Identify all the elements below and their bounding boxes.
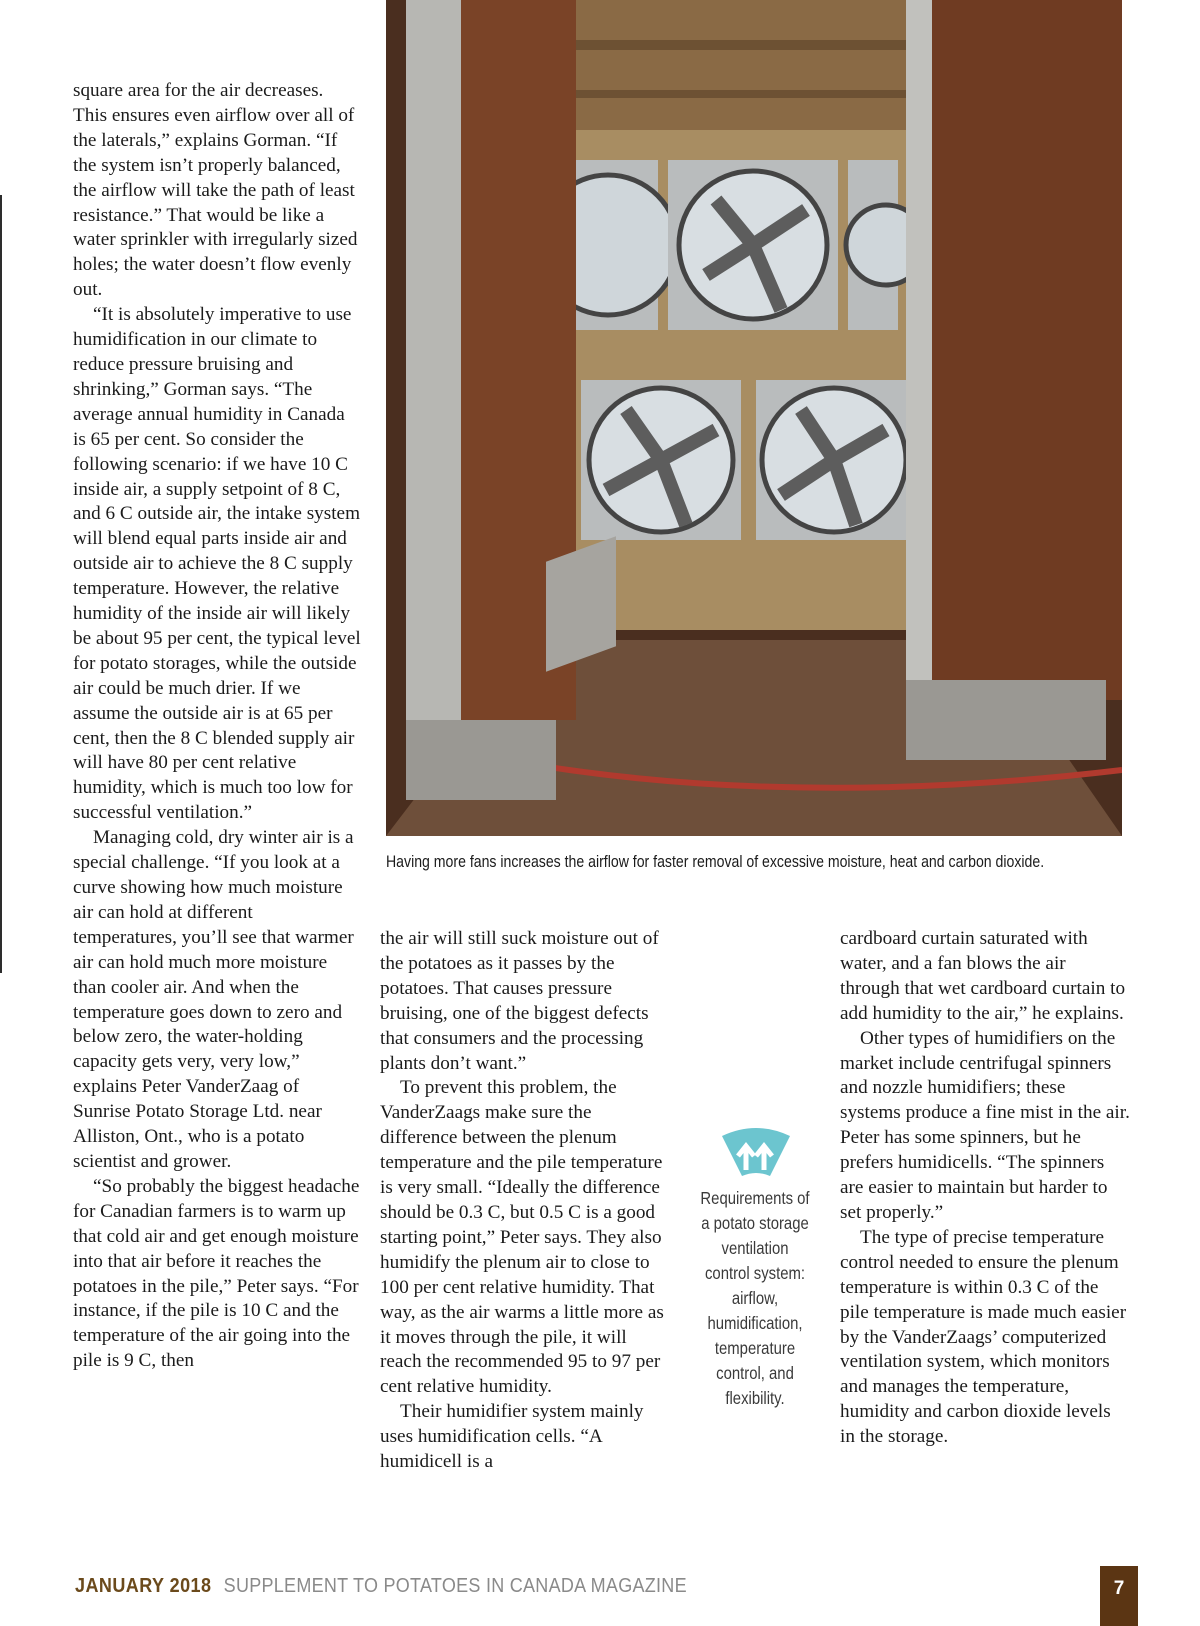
photo-caption: Having more fans increases the airflow for faster removal of excessive moisture, heat and carbon dioxide.	[386, 853, 1045, 871]
paragraph: “So probably the biggest headache for Canadian farmers is to warm up that cold air and get enough moisture into that air before it reaches the potatoes in the pile,” Peter says. “For instance, if the pile is 10 C and the temperature of the air going into the pile is 9 C, then	[73, 1175, 360, 1372]
paragraph: the air will still suck moisture out of the potatoes as it passes by the potatoes. That causes pressure bruising, one of the biggest defects that consumers and the processing plants don’t want.”	[380, 928, 659, 1074]
issue-date: JANUARY 2018	[75, 1575, 212, 1597]
paragraph: square area for the air decreases. This ensures even airflow over all of the laterals,” explains Gorman. “If the system isn’t properly balanced, the airflow will take the path of least resistance.” That would be like a water sprinkler with irregularly sized holes; the water doesn’t flow evenly out.	[73, 80, 358, 301]
article-column-1	[73, 79, 361, 1374]
article-column-2	[380, 927, 666, 1475]
fan-room-photo	[386, 0, 1122, 836]
page-number: 7	[1100, 1566, 1138, 1626]
paragraph: cardboard curtain saturated with water, and a fan blows the air through that wet cardboard curtain to add humidity to the air,” he explains.	[840, 928, 1126, 1024]
paragraph: Their humidifier system mainly uses humidification cells. “A humidicell is a	[380, 1401, 644, 1473]
paragraph: To prevent this problem, the VanderZaags make sure the difference between the plenum temperature and the pile temperature is very small. “Ideally the difference should be 0.3 C, but 0.5 C is a good starting point,” Peter says. They also humidify the plenum air to close to 100 per cent relative humidity. That way, as the air warms a little more as it moves through the pile, it will reach the recommended 95 to 97 per cent relative humidity.	[380, 1077, 664, 1398]
sidebar-callout: Requirements of a potato storage ventilation control system: airflow, humidification, temperature control, and flexibility.	[700, 1188, 810, 1408]
article-column-3	[840, 927, 1130, 1450]
page-footer	[75, 1575, 687, 1598]
publication-name: SUPPLEMENT TO POTATOES IN CANADA MAGAZINE	[223, 1575, 687, 1597]
paragraph: The type of precise temperature control needed to ensure the plenum temperature is within 0.3 C of the pile temperature is made much easier by the VanderZaags’ computerized ventilation system, which monitors and manages the temperature, humidity and carbon dioxide levels in the storage.	[840, 1226, 1127, 1448]
paragraph: Other types of humidifiers on the market include centrifugal spinners and nozzle humidifiers; these systems produce a fine mist in the air. Peter has some spinners, but he prefers humidicells. “The spinners are easier to maintain but harder to set properly.”	[840, 1027, 1130, 1223]
page-edge-rule	[0, 195, 2, 973]
paragraph: Managing cold, dry winter air is a special challenge. “If you look at a curve showing how much moisture air can hold at different temperatures, you’ll see that warmer air can hold much more moisture than cooler air. And when the temperature goes down to zero and below zero, the water-holding capacity gets very, very low,” explains Peter VanderZaag of Sunrise Potato Storage Ltd. near Alliston, Ont., who is a potato scientist and grower.	[73, 827, 354, 1172]
fan-room-illustration	[386, 0, 1122, 836]
paragraph: “It is absolutely imperative to use humidification in our climate to reduce pressure bruising and shrinking,” Gorman says. “The average annual humidity in Canada is 65 per cent. So consider the following scenario: if we have 10 C inside air, a supply setpoint of 8 C, and 6 C outside air, the intake system will blend equal parts inside air and outside air to achieve the 8 C supply temperature. However, the relative humidity of the inside air will likely be about 95 per cent, the typical level for potato storages, while the outside air could be much drier. If we assume the outside air is at 65 per cent, then the 8 C blended supply air will have 80 per cent relative humidity, which is much too low for successful ventilation.”	[73, 304, 361, 824]
airflow-arrows-icon	[720, 1126, 792, 1178]
